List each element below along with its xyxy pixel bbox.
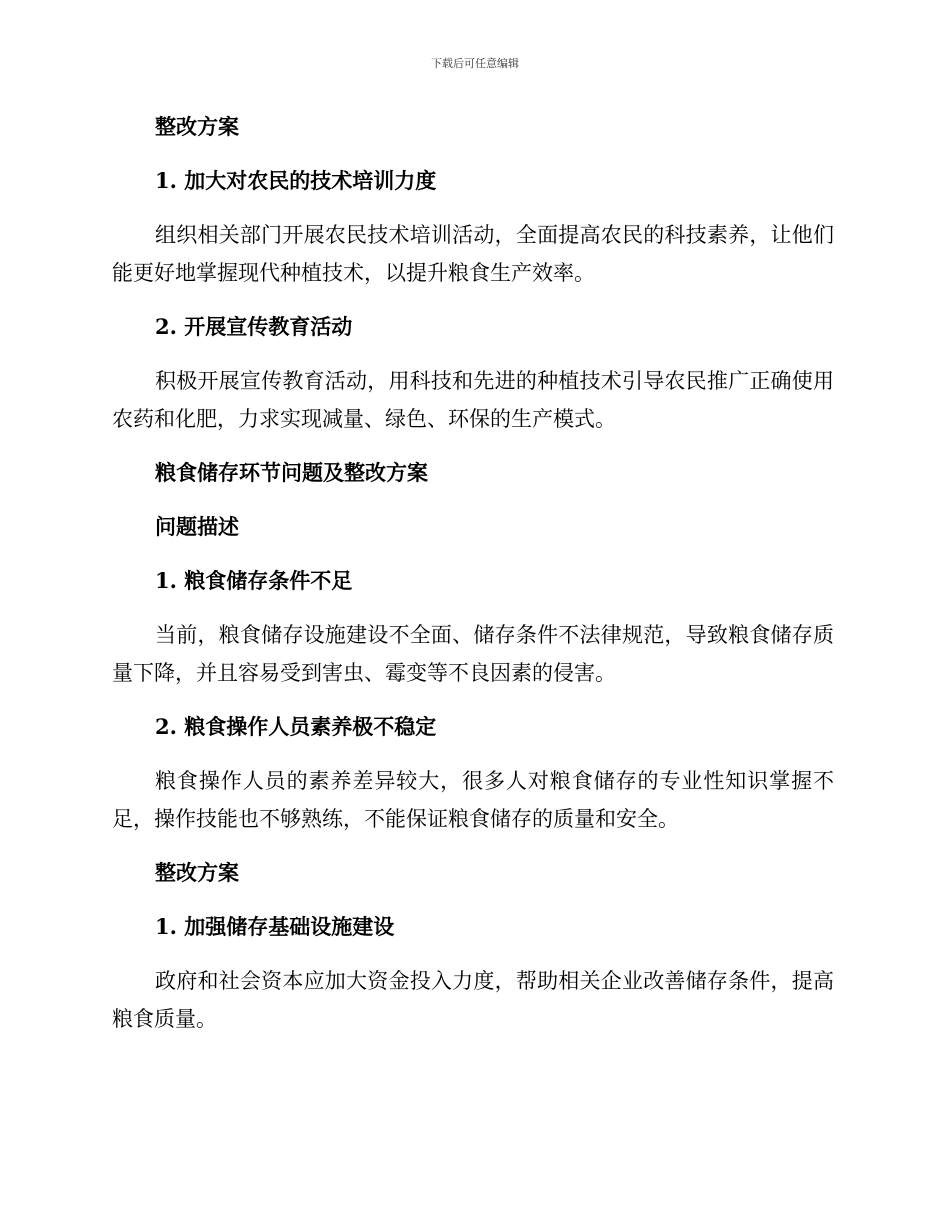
section-heading-rectification-plan-2: 整改方案 xyxy=(155,860,239,885)
document-body xyxy=(112,108,834,1054)
paragraph-farmer-training: 组织相关部门开展农民技术培训活动，全面提高农民的科技素养，让他们能更好地掌握现代种植技术，以提升粮食生产效率。 xyxy=(112,223,834,285)
subheading-farmer-training: 1. 加大对农民的技术培训力度 xyxy=(155,168,437,193)
paragraph-operator-quality: 粮食操作人员的素养差异较大，很多人对粮食储存的专业性知识掌握不足，操作技能也不够熟练，不能保证粮食储存的质量和安全。 xyxy=(112,769,834,831)
subheading-operator-quality: 2. 粮食操作人员素养极不稳定 xyxy=(155,714,437,739)
subheading-infrastructure: 1. 加强储存基础设施建设 xyxy=(155,914,395,939)
subheading-storage-conditions: 1. 粮食储存条件不足 xyxy=(155,568,353,593)
subheading-publicity-education: 2. 开展宣传教育活动 xyxy=(155,314,353,339)
section-heading-problem-description: 问题描述 xyxy=(155,514,239,539)
section-heading-storage-issues: 粮食储存环节问题及整改方案 xyxy=(155,460,428,485)
header-note: 下载后可任意编辑 xyxy=(431,57,519,70)
section-heading-rectification-plan: 整改方案 xyxy=(155,114,239,139)
paragraph-storage-conditions: 当前，粮食储存设施建设不全面、储存条件不法律规范，导致粮食储存质量下降，并且容易受到害虫、霉变等不良因素的侵害。 xyxy=(112,623,834,685)
paragraph-publicity-education: 积极开展宣传教育活动，用科技和先进的种植技术引导农民推广正确使用农药和化肥，力求实现减量、绿色、环保的生产模式。 xyxy=(112,369,834,431)
paragraph-infrastructure: 政府和社会资本应加大资金投入力度，帮助相关企业改善储存条件，提高粮食质量。 xyxy=(112,969,834,1031)
